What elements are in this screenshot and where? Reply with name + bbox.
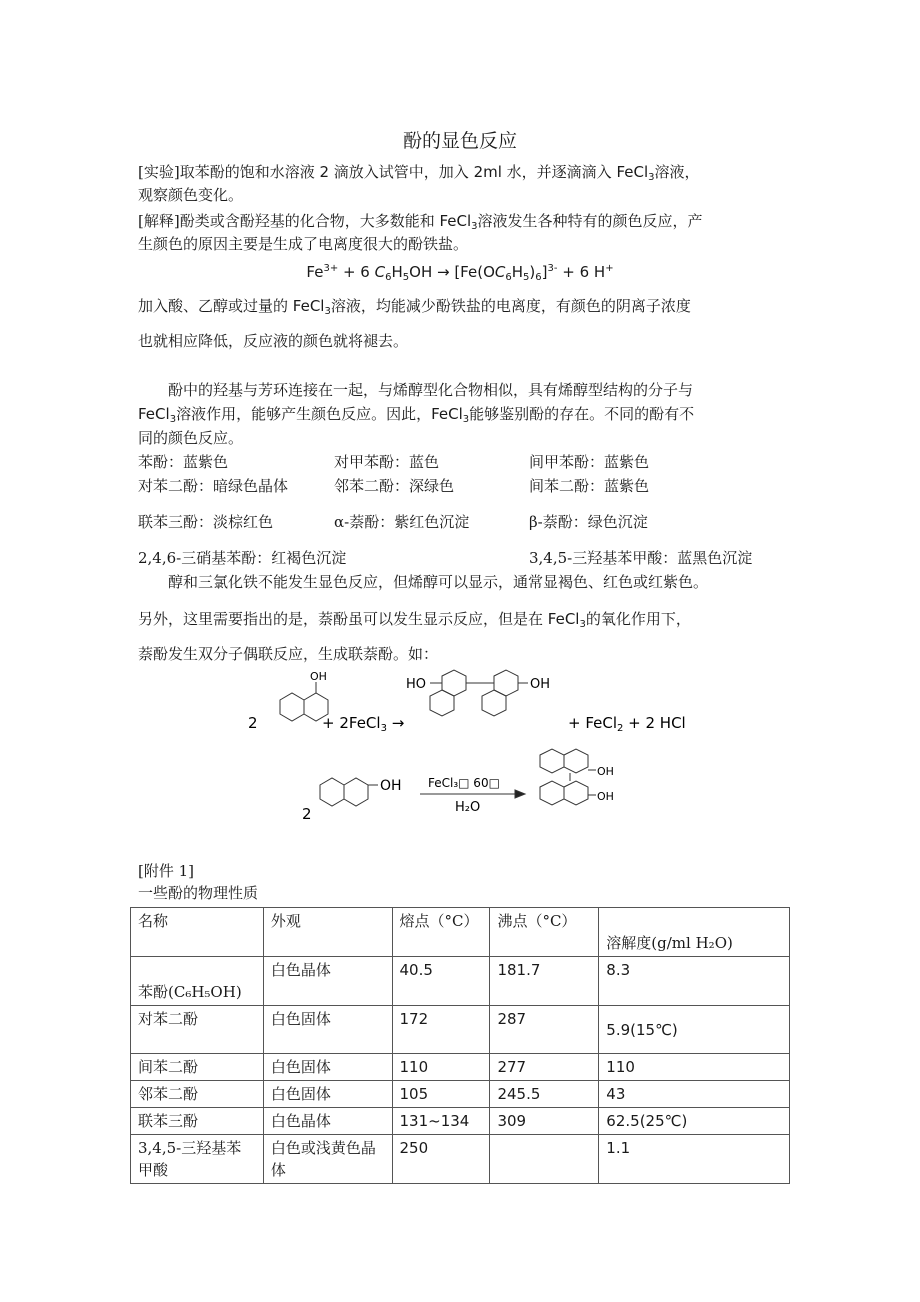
oh-label: OH xyxy=(597,765,614,778)
cell: 250 xyxy=(392,1135,490,1184)
para4-line-1: 醇和三氯化铁不能发生显色反应，但烯醇可以显示，通常显褐色、红色或红紫色。 xyxy=(168,573,709,591)
eq-part: + 6 H xyxy=(557,263,606,281)
eq-part: H xyxy=(391,263,403,281)
ring xyxy=(430,690,454,716)
table-row xyxy=(131,1135,790,1184)
byproducts-sub: 2 xyxy=(617,723,624,734)
text: 2ml xyxy=(473,163,502,181)
reagent xyxy=(322,714,404,734)
subscript: 3 xyxy=(471,221,478,232)
arrow-head xyxy=(515,790,525,798)
oh-label: OH xyxy=(597,790,614,803)
oh-label: OH xyxy=(310,670,327,683)
formula: FeCl xyxy=(439,212,472,230)
ring xyxy=(540,749,564,773)
formula: FeCl xyxy=(431,405,463,423)
eq-part: + 6 xyxy=(338,263,375,281)
text: 滴放入试管中，加入 xyxy=(329,163,474,181)
cell: 309 xyxy=(490,1108,599,1135)
ring xyxy=(320,778,344,806)
color-item: 邻苯二酚：深绿色 xyxy=(334,477,455,495)
cell: 3,4,5-三羟基苯甲酸 xyxy=(131,1135,264,1184)
cell: 105 xyxy=(392,1081,490,1108)
ring xyxy=(344,778,368,806)
table-row xyxy=(131,1081,790,1108)
color-item: 联苯三酚：淡棕红色 xyxy=(138,513,274,531)
cell: 110 xyxy=(599,1054,790,1081)
color-item: 间苯二酚：蓝紫色 xyxy=(529,477,650,495)
arrow: → xyxy=(386,714,405,732)
oh-label: HO xyxy=(406,677,427,692)
eq-part: ] xyxy=(541,263,548,281)
eq-part: H xyxy=(511,263,524,281)
header-cell: 熔点（°C） xyxy=(392,908,490,957)
experiment-line-2: 观察颜色变化。 xyxy=(138,186,244,204)
cell: 62.5(25℃) xyxy=(599,1108,790,1135)
cell: 245.5 xyxy=(490,1081,599,1108)
appendix-label: [附件 1] xyxy=(138,862,195,880)
table-row xyxy=(131,957,790,1006)
ring xyxy=(482,690,506,716)
eq-sup: 3+ xyxy=(323,263,339,274)
text: 溶液作用，能够产生颜色反应。因此， xyxy=(176,405,432,423)
para3-line-2 xyxy=(138,404,694,430)
color-item: 3,4,5-三羟基苯甲酸：蓝黑色沉淀 xyxy=(529,549,753,567)
eq-part: OH → [Fe(O xyxy=(409,263,495,281)
color-item: α-萘酚：紫红色沉淀 xyxy=(334,513,470,531)
cell: 8.3 xyxy=(599,957,790,1006)
cell: 白色固体 xyxy=(263,1081,392,1108)
cell: 131~134 xyxy=(392,1108,490,1135)
text: 另外，这里需要指出的是，萘酚虽可以发生显示反应，但是在 xyxy=(138,610,548,628)
eq-sub: 5 xyxy=(402,272,410,283)
header-cell: 名称 xyxy=(131,908,264,957)
cell: 邻苯二酚 xyxy=(131,1081,264,1108)
para2-line-2: 也就相应降低，反应液的颜色就将褪去。 xyxy=(138,332,409,350)
color-item: β-萘酚：绿色沉淀 xyxy=(529,513,648,531)
byproducts xyxy=(568,714,686,734)
condition-top: FeCl₃□ 60□ xyxy=(428,776,500,790)
formula: FeCl xyxy=(616,163,649,181)
eq-sup: + xyxy=(605,263,614,274)
eq-sub: 5 xyxy=(523,272,530,283)
eq-part: ) xyxy=(529,263,536,281)
cell: 110 xyxy=(392,1054,490,1081)
cell: 白色固体 xyxy=(263,1054,392,1081)
color-item: 间甲苯酚：蓝紫色 xyxy=(529,453,650,471)
table-header-row xyxy=(131,908,790,957)
table-row xyxy=(131,1006,790,1054)
reagent-text: + 2FeCl xyxy=(322,714,381,732)
eq-sub: 6 xyxy=(535,272,542,283)
cell: 白色晶体 xyxy=(263,957,392,1006)
color-item: 苯酚：蓝紫色 xyxy=(138,453,229,471)
eq-sub: 6 xyxy=(505,272,512,283)
subscript: 3 xyxy=(648,172,655,183)
header-cell: 外观 xyxy=(263,908,392,957)
header-cell: 溶解度(g/ml H₂O) xyxy=(599,908,790,957)
color-item: 2,4,6-三硝基苯酚：红褐色沉淀 xyxy=(138,549,347,567)
text: [解释]酚类或含酚羟基的化合物，大多数能和 xyxy=(138,212,440,230)
reaction-beta-naphthol xyxy=(290,745,640,825)
text: 溶液，均能减少酚铁盐的电离度，有颜色的阴离子浓度 xyxy=(330,297,691,315)
page-title: 酚的显色反应 xyxy=(402,130,517,152)
explanation-line-2: 生颜色的原因主要是生成了电离度很大的酚铁盐。 xyxy=(138,235,469,253)
header-cell: 沸点（°C） xyxy=(490,908,599,957)
ring xyxy=(564,749,588,773)
table-row xyxy=(131,1054,790,1081)
subscript: 3 xyxy=(324,306,331,317)
cell: 对苯二酚 xyxy=(131,1006,264,1054)
formula: FeCl xyxy=(547,610,580,628)
table-row xyxy=(131,1108,790,1135)
text: 2 xyxy=(319,163,330,181)
cell: 287 xyxy=(490,1006,599,1054)
equation-fe-phenoxide xyxy=(0,259,920,288)
text: 溶液发生各种特有的颜色反应，产 xyxy=(477,212,703,230)
color-item: 对苯二酚：暗绿色晶体 xyxy=(138,477,289,495)
eq-sup: 3- xyxy=(547,263,558,274)
cell: 白色晶体 xyxy=(263,1108,392,1135)
phenol-properties-table xyxy=(130,907,790,1184)
text: 溶液， xyxy=(654,163,700,181)
text: [实验]取苯酚的饱和水溶液 xyxy=(138,163,320,181)
cell: 5.9(15℃) xyxy=(599,1006,790,1054)
eq-part: C xyxy=(374,263,386,281)
condition-bottom: H₂O xyxy=(455,800,481,815)
subscript: 3 xyxy=(579,619,586,630)
text: 能够鉴别酚的存在。不同的酚有不 xyxy=(469,405,695,423)
subscript: 3 xyxy=(169,414,177,425)
text: 的氧化作用下， xyxy=(585,610,691,628)
ring xyxy=(280,693,304,721)
color-item: 对甲苯酚：蓝色 xyxy=(334,453,440,471)
cell: 间苯二酚 xyxy=(131,1054,264,1081)
para3-line-3: 同的颜色反应。 xyxy=(138,429,244,447)
cell: 181.7 xyxy=(490,957,599,1006)
coefficient: 2 xyxy=(248,714,258,732)
subscript: 3 xyxy=(462,414,470,425)
table-caption: 一些酚的物理性质 xyxy=(138,884,259,902)
text: 加入酸、乙醇或过量的 xyxy=(138,297,293,315)
cell: 277 xyxy=(490,1054,599,1081)
cell: 1.1 xyxy=(599,1135,790,1184)
para4-line-2 xyxy=(138,609,691,635)
reagent-sub: 3 xyxy=(380,723,387,734)
text: 水，并逐滴滴入 xyxy=(501,163,617,181)
ring xyxy=(564,781,588,805)
ring xyxy=(540,781,564,805)
cell: 172 xyxy=(392,1006,490,1054)
eq-sub: 6 xyxy=(385,272,392,283)
para3-line-1: 酚中的羟基与芳环连接在一起，与烯醇型化合物相似，具有烯醇型结构的分子与 xyxy=(168,381,694,399)
formula: FeCl xyxy=(292,297,325,315)
cell: 白色固体 xyxy=(263,1006,392,1054)
cell: 联苯三酚 xyxy=(131,1108,264,1135)
oh-label: OH xyxy=(530,677,551,692)
cell: 苯酚(C₆H₅OH) xyxy=(131,957,264,1006)
cell xyxy=(490,1135,599,1184)
para4-line-3: 萘酚发生双分子偶联反应，生成联萘酚。如： xyxy=(138,645,439,663)
byproducts-tail: + 2 HCl xyxy=(623,714,686,732)
eq-part: Fe xyxy=(306,263,324,281)
oh-label: OH xyxy=(380,778,402,794)
cell: 40.5 xyxy=(392,957,490,1006)
coefficient: 2 xyxy=(302,805,312,823)
formula: FeCl xyxy=(138,405,170,423)
eq-part: C xyxy=(494,263,506,281)
para2-line-1 xyxy=(138,296,691,322)
byproducts-text: + FeCl xyxy=(568,714,618,732)
cell: 白色或浅黄色晶体 xyxy=(263,1135,392,1184)
reaction-alpha-naphthol xyxy=(230,668,690,748)
cell: 43 xyxy=(599,1081,790,1108)
